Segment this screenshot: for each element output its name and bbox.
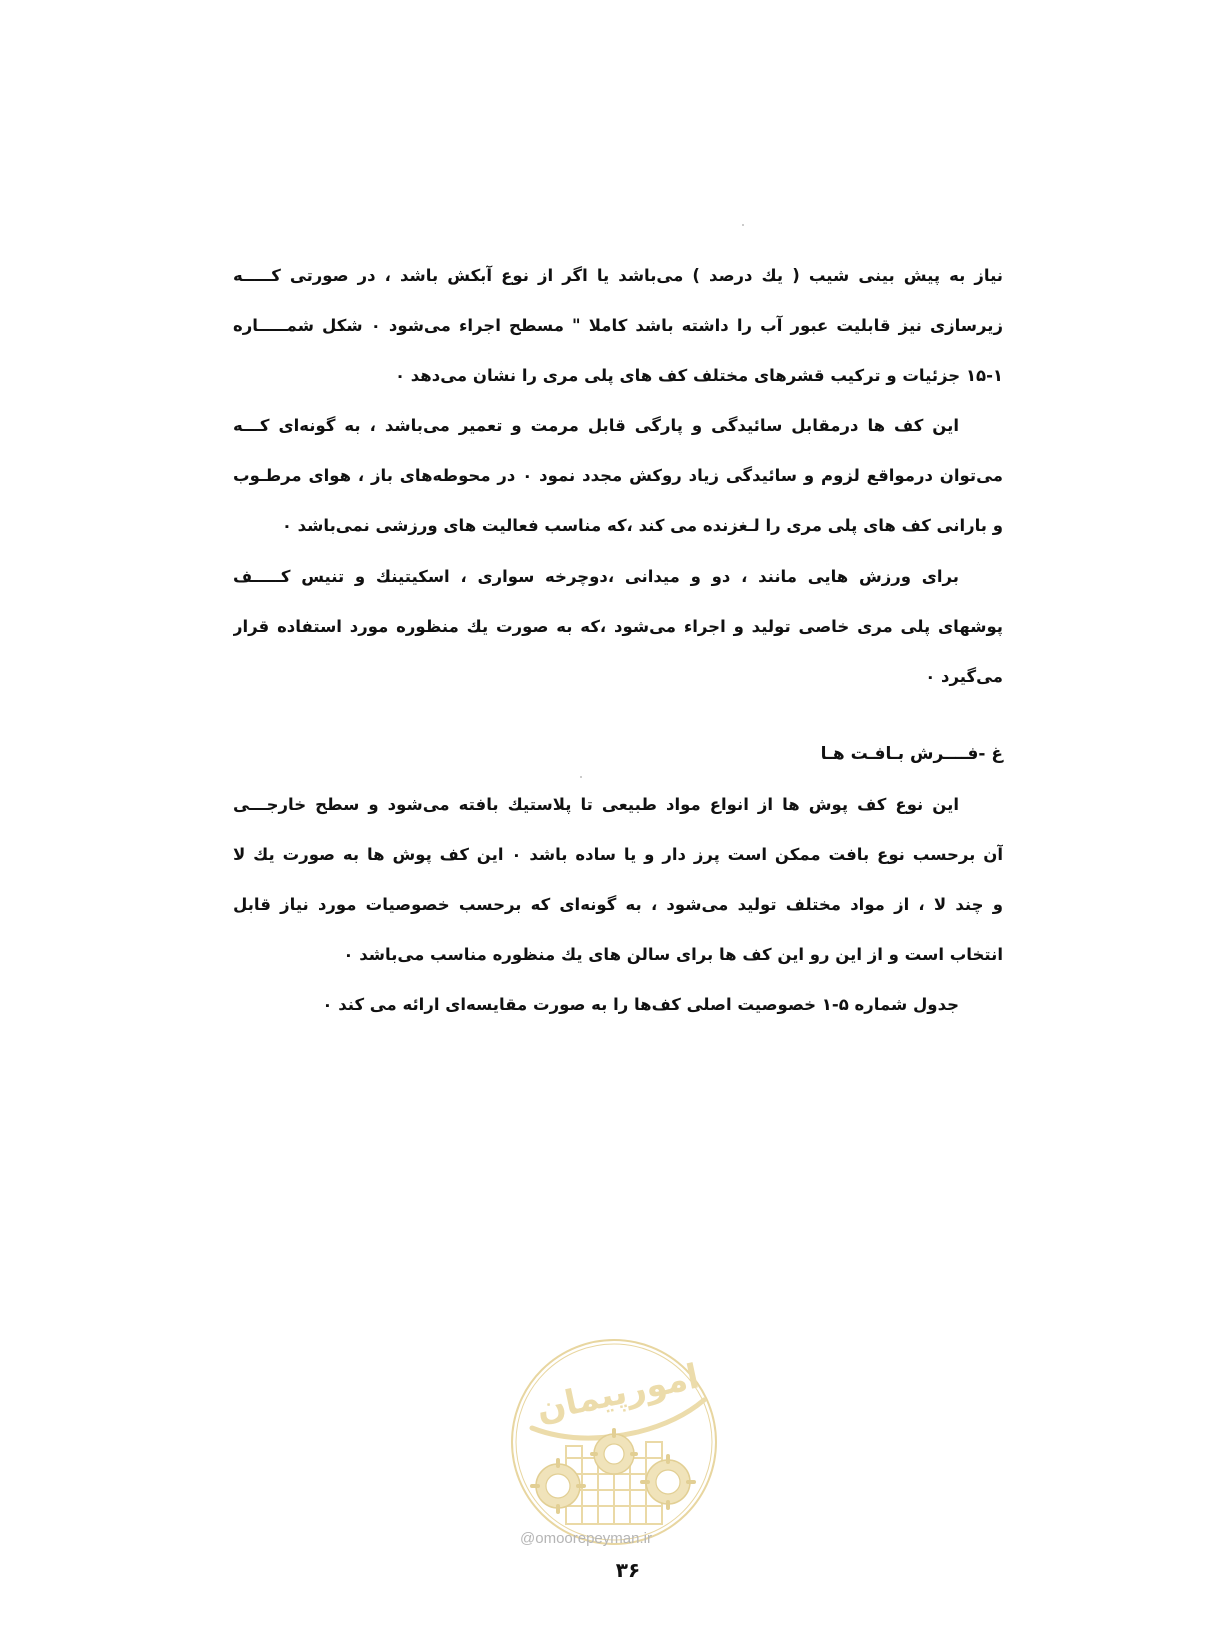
omoore-peyman-logo-icon — [508, 1336, 720, 1548]
text-line: زیرسازی نیز قابلیت عبور آب را داشته باشد کاملا " مسطح اجراء می‌شود ۰ شکل شمـــــاره — [233, 316, 1003, 335]
paragraph-4 — [233, 780, 1003, 1030]
text-line: این نوع کف پوش ها از انواع مواد طبیعی تا پلاستیك بافته می‌شود و سطح خارجـــی — [233, 795, 959, 814]
text-line: و بارانی کف های پلی مری را لـغزنده می کند ،که مناسب فعالیت های ورزشی نمی‌باشد ۰ — [281, 516, 1003, 535]
text-line: می‌توان درمواقع لزوم و سائیدگی زیاد روکش مجدد نمود ۰ در محوطه‌های باز ، هوای مرطـوب — [233, 466, 1003, 485]
text-line: برای ورزش هایی مانند ، دو و میدانی ،دوچرخه سواری ، اسکیتینك و تنیس کـــــف — [233, 567, 959, 586]
scan-speck — [742, 224, 744, 226]
paragraph-2 — [233, 401, 1003, 551]
page-number: ۳۶ — [615, 1558, 641, 1582]
scan-speck — [580, 776, 582, 778]
stamp-brand-text: امورپیمان — [532, 1356, 703, 1430]
text-line: نیاز به پیش بینی شیب ( یك درصد ) می‌باشد یا اگر از نوع آبکش باشد ، در صورتی کـــــه — [233, 266, 1003, 285]
text-line: آن برحسب نوع بافت ممکن است پرز دار و یا ساده باشد ۰ این کف پوش ها به صورت یك لا — [233, 845, 1003, 864]
text-line: این کف ها درمقابل سائیدگی و پارگی قابل مرمت و تعمیر می‌باشد ، به گونه‌ای کـــه — [233, 416, 959, 435]
text-line: و چند لا ، از مواد مختلف تولید می‌شود ، به گونه‌ای که برحسب خصوصیات مورد نیاز قابل — [233, 895, 1003, 914]
paragraph-1 — [233, 251, 1003, 401]
text-line: انتخاب است و از این رو این کف ها برای سالن های یك منظوره مناسب می‌باشد ۰ — [343, 945, 1003, 964]
watermark-url: @omoorepeyman.ir — [520, 1530, 652, 1547]
text-line: می‌گیرد ۰ — [925, 667, 1003, 686]
section-heading: غ -فــــرش بـافـت هـا — [820, 744, 1003, 764]
text-line: ۱۵-۱ جزئیات و ترکیب قشرهای مختلف کف های پلی مری را نشان می‌دهد ۰ — [394, 366, 1003, 385]
paragraph-3 — [233, 552, 1003, 702]
text-line: جدول شماره ۵-۱ خصوصیت اصلی کف‌ها را به صورت مقایسه‌ای ارائه می کند ۰ — [322, 995, 959, 1014]
text-line: پوشهای پلی مری خاصی تولید و اجراء می‌شود ،که به صورت یك منظوره مورد استفاده قرار — [233, 617, 1003, 636]
